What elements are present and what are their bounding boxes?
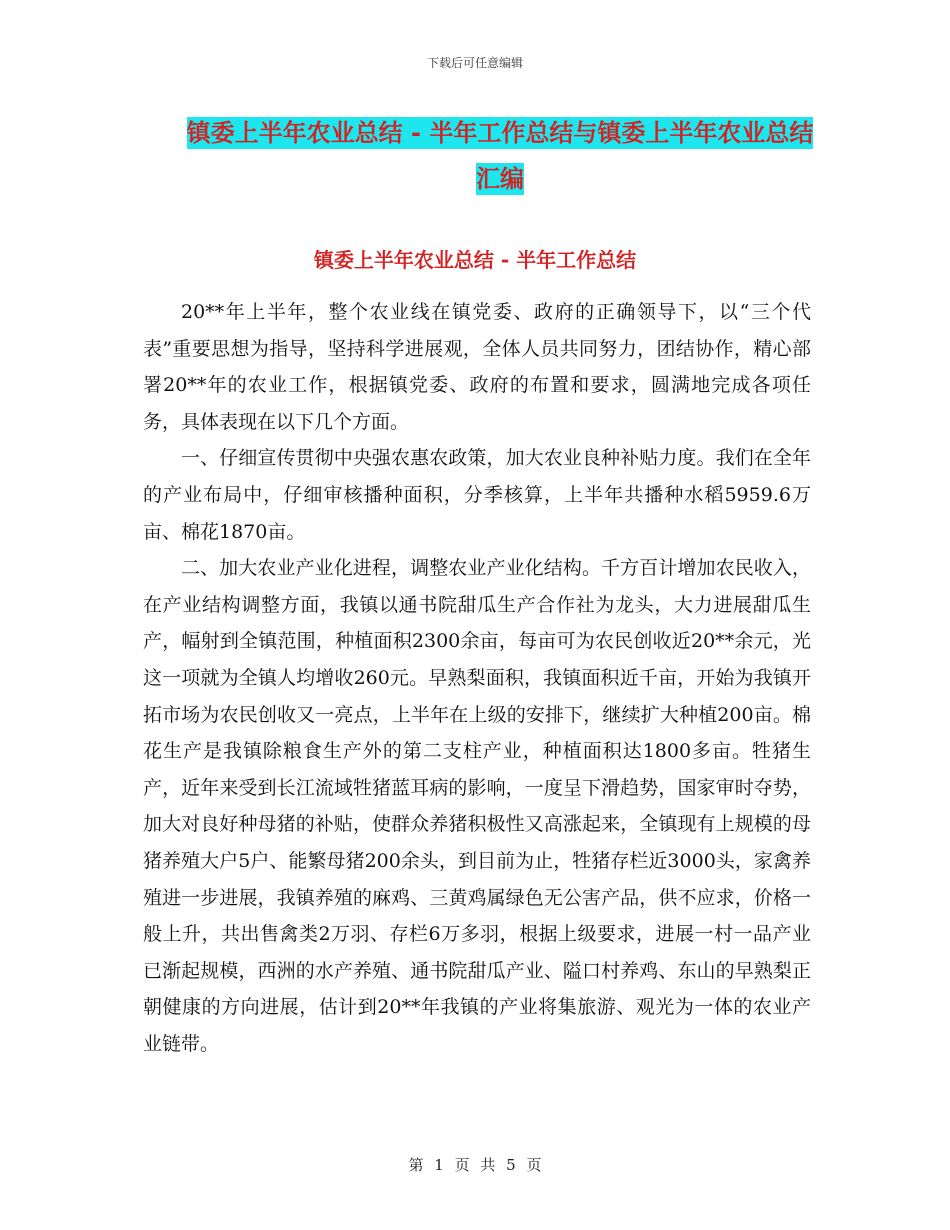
page-indicator: 第 1 页 共 5 页 bbox=[408, 1156, 542, 1174]
document-body bbox=[143, 294, 811, 1062]
document-title bbox=[185, 110, 815, 202]
document-title-text: 镇委上半年农业总结 - 半年工作总结与镇委上半年农业总结汇编 bbox=[186, 119, 814, 193]
paragraph: 二、加大农业产业化进程，调整农业产业化结构。千方百计增加农民收入，在产业结构调整方面，我镇以通书院甜瓜生产合作社为龙头，大力进展甜瓜生产，幅射到全镇范围，种植面积2300余亩，每亩可为农民创收近20**余元，光这一项就为全镇人均增收260元。早熟梨面积，我镇面积近千亩，开始为我镇开拓市场为农民创收又一亮点，上半年在上级的安排下，继续扩大种植200亩。棉花生产是我镇除粮食生产外的第二支柱产业，种植面积达1800多亩。牲猪生产，近年来受到长江流域牲猪蓝耳病的影响，一度呈下滑趋势，国家审时夺势，加大对良好种母猪的补贴，使群众养猪积极性又高涨起来，全镇现有上规模的母猪养殖大户5户、能繁母猪200余头，到目前为止，牲猪存栏近3000头，家禽养殖进一步进展，我镇养殖的麻鸡、三黄鸡属绿色无公害产品，供不应求，价格一般上升，共出售禽类2万羽、存栏6万多羽，根据上级要求，进展一村一品产业已渐起规模，西洲的水产养殖、通书院甜瓜产业、隘口村养鸡、东山的早熟梨正朝健康的方向进展，估计到20**年我镇的产业将集旅游、观光为一体的农业产业链带。 bbox=[143, 557, 811, 1055]
paragraph: 20**年上半年，整个农业线在镇党委、政府的正确领导下，以“三个代表”重要思想为指导，坚持科学进展观，全体人员共同努力，团结协作，精心部署20**年的农业工作，根据镇党委、政府的布置和要求，圆满地完成各项任务，具体表现在以下几个方面。 bbox=[143, 301, 811, 433]
header-note: 下载后可任意编辑 bbox=[426, 56, 523, 70]
paragraph: 一、仔细宣传贯彻中央强农惠农政策，加大农业良种补贴力度。我们在全年的产业布局中，仔细审核播种面积，分季核算，上半年共播种水稻5959.6万亩、棉花1870亩。 bbox=[143, 447, 811, 543]
section-title: 镇委上半年农业总结 - 半年工作总结 bbox=[313, 248, 637, 272]
